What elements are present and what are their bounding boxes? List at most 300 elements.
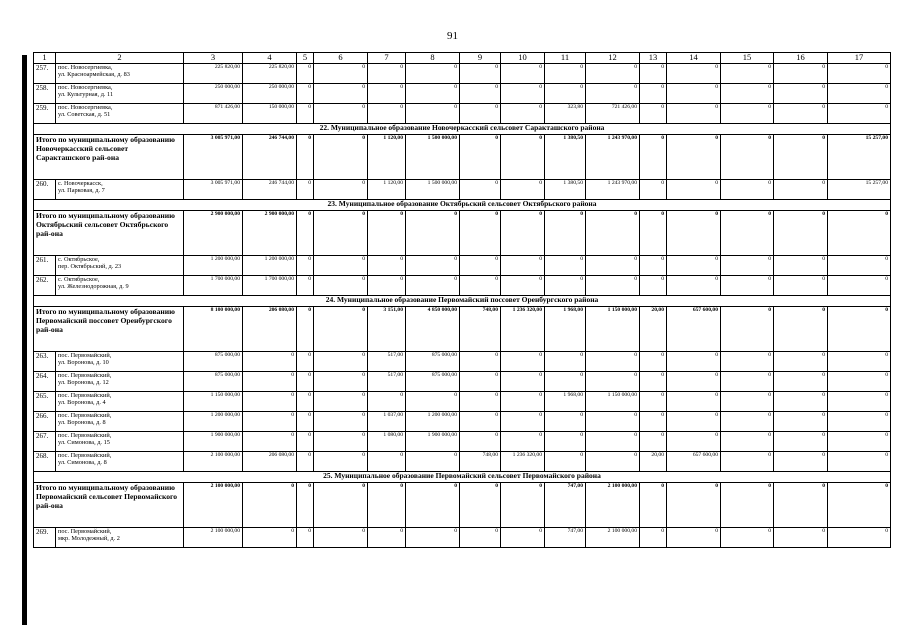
value-cell: 0 [586, 431, 640, 451]
value-cell: 1 700 000,00 [243, 275, 297, 295]
value-cell: 0 [586, 451, 640, 471]
value-cell: 0 [667, 63, 721, 83]
value-cell: 0 [640, 371, 667, 391]
value-cell: 747,00 [545, 527, 586, 547]
total-cell: 0 [243, 482, 297, 527]
value-cell: 0 [460, 391, 501, 411]
value-cell: 0 [406, 391, 460, 411]
total-cell: 1 236 320,00 [501, 306, 545, 351]
value-cell: 0 [297, 63, 314, 83]
row-number: 257. [34, 63, 56, 83]
row-number: 267. [34, 431, 56, 451]
value-cell: 0 [828, 83, 891, 103]
total-row [34, 482, 891, 527]
address-cell [56, 391, 184, 411]
value-cell: 0 [586, 371, 640, 391]
value-cell: 0 [586, 411, 640, 431]
total-cell: 1 968,00 [545, 306, 586, 351]
total-cell: 206 080,00 [243, 306, 297, 351]
total-cell: 3 005 971,00 [184, 134, 243, 179]
value-cell: 0 [828, 411, 891, 431]
total-cell: 2 100 000,00 [586, 482, 640, 527]
row-number: 262. [34, 275, 56, 295]
address-cell [56, 451, 184, 471]
total-cell: 4 850 000,00 [406, 306, 460, 351]
value-cell: 0 [368, 527, 406, 547]
value-cell: 0 [297, 451, 314, 471]
value-cell: 0 [297, 179, 314, 199]
total-cell: 0 [545, 210, 586, 255]
value-cell: 1 243 970,00 [586, 179, 640, 199]
value-cell: 0 [243, 371, 297, 391]
table-row [34, 431, 891, 451]
value-cell: 0 [828, 275, 891, 295]
address-line-2: пер. Октябрьский, д. 23 [58, 263, 122, 270]
value-cell: 0 [368, 255, 406, 275]
total-label: Итого по муниципальному образованию Новочеркасский сельсовет Саракташского рай-она [34, 134, 184, 179]
value-cell: 0 [545, 83, 586, 103]
value-cell: 0 [774, 83, 828, 103]
value-cell: 225 820,00 [243, 63, 297, 83]
value-cell: 0 [586, 255, 640, 275]
value-cell: 0 [406, 451, 460, 471]
value-cell: 721 426,00 [586, 103, 640, 123]
value-cell: 0 [545, 371, 586, 391]
value-cell: 0 [460, 103, 501, 123]
row-number: 261. [34, 255, 56, 275]
value-cell: 0 [243, 351, 297, 371]
value-cell: 0 [406, 103, 460, 123]
value-cell: 0 [640, 351, 667, 371]
total-cell: 0 [640, 210, 667, 255]
value-cell: 0 [297, 275, 314, 295]
page-number: 91 [447, 30, 458, 42]
value-cell: 0 [640, 83, 667, 103]
value-cell: 0 [721, 83, 774, 103]
address-line-2: ул. Советская, д. 51 [58, 111, 111, 118]
value-cell: 871 426,00 [184, 103, 243, 123]
value-cell: 1 037,00 [368, 411, 406, 431]
value-cell: 0 [774, 451, 828, 471]
column-number: 15 [721, 53, 774, 64]
value-cell: 1 150 000,00 [184, 391, 243, 411]
address-line-2: ул. Воронова, д. 4 [58, 399, 106, 406]
total-cell: 0 [721, 306, 774, 351]
value-cell: 0 [640, 411, 667, 431]
value-cell: 0 [314, 103, 368, 123]
value-cell: 0 [314, 411, 368, 431]
table-row [34, 391, 891, 411]
value-cell: 0 [721, 63, 774, 83]
row-number: 259. [34, 103, 56, 123]
total-cell: 748,00 [460, 306, 501, 351]
value-cell: 0 [774, 255, 828, 275]
column-number: 17 [828, 53, 891, 64]
address-line-2: мкр. Молодежный, д. 2 [58, 535, 120, 542]
column-number: 7 [368, 53, 406, 64]
value-cell: 0 [501, 391, 545, 411]
value-cell: 2 100 000,00 [184, 527, 243, 547]
value-cell: 0 [368, 275, 406, 295]
value-cell: 1 900 000,00 [184, 431, 243, 451]
value-cell: 875 000,00 [406, 351, 460, 371]
address-line-2: ул. Красноармейская, д. 83 [58, 71, 130, 78]
address-cell [56, 255, 184, 275]
value-cell: 2 100 000,00 [184, 451, 243, 471]
address-line-2: ул. Симонова, д. 8 [58, 459, 107, 466]
value-cell: 246 744,00 [243, 179, 297, 199]
value-cell: 0 [314, 391, 368, 411]
row-number: 269. [34, 527, 56, 547]
address-cell [56, 527, 184, 547]
value-cell: 0 [721, 255, 774, 275]
value-cell: 0 [501, 275, 545, 295]
value-cell: 0 [640, 431, 667, 451]
total-cell: 20,00 [640, 306, 667, 351]
value-cell: 250 000,00 [184, 83, 243, 103]
value-cell: 0 [721, 391, 774, 411]
total-cell: 246 744,00 [243, 134, 297, 179]
total-cell: 1 150 000,00 [586, 306, 640, 351]
value-cell: 0 [667, 83, 721, 103]
value-cell: 0 [667, 103, 721, 123]
value-cell: 0 [545, 255, 586, 275]
total-label: Итого по муниципальному образованию Октябрьский сельсовет Октябрьского рай-она [34, 210, 184, 255]
value-cell: 0 [721, 527, 774, 547]
value-cell: 875 000,00 [184, 351, 243, 371]
value-cell: 0 [545, 411, 586, 431]
value-cell: 0 [828, 431, 891, 451]
value-cell: 0 [828, 255, 891, 275]
value-cell: 0 [501, 527, 545, 547]
value-cell: 1 200 000,00 [406, 411, 460, 431]
table-row [34, 411, 891, 431]
total-cell: 8 100 000,00 [184, 306, 243, 351]
value-cell: 1 200 000,00 [243, 255, 297, 275]
value-cell: 0 [667, 275, 721, 295]
value-cell: 0 [828, 63, 891, 83]
row-number: 268. [34, 451, 56, 471]
address-line-1: пос. Первомайский, [58, 371, 112, 379]
value-cell: 0 [545, 63, 586, 83]
value-cell: 0 [828, 391, 891, 411]
value-cell: 0 [297, 431, 314, 451]
address-line-1: пос. Первомайский, [58, 391, 112, 399]
total-cell: 0 [828, 210, 891, 255]
value-cell: 0 [640, 103, 667, 123]
value-cell: 0 [297, 351, 314, 371]
row-number: 265. [34, 391, 56, 411]
address-line-1: пос. Первомайский, [58, 411, 112, 419]
value-cell: 0 [545, 431, 586, 451]
value-cell: 0 [774, 431, 828, 451]
value-cell: 0 [297, 391, 314, 411]
value-cell: 0 [545, 451, 586, 471]
total-cell: 2 900 000,00 [184, 210, 243, 255]
value-cell: 1 080,00 [368, 431, 406, 451]
data-table [33, 52, 891, 548]
value-cell: 0 [460, 411, 501, 431]
value-cell: 0 [406, 255, 460, 275]
value-cell: 3 005 971,00 [184, 179, 243, 199]
value-cell: 0 [774, 63, 828, 83]
table-row [34, 527, 891, 547]
value-cell: 0 [721, 275, 774, 295]
value-cell: 0 [774, 527, 828, 547]
section-title-row [34, 471, 891, 482]
address-line-2: ул. Симонова, д. 15 [58, 439, 110, 446]
value-cell: 0 [460, 431, 501, 451]
total-cell: 0 [501, 482, 545, 527]
section-title-row [34, 199, 891, 210]
total-cell: 2 100 000,00 [184, 482, 243, 527]
total-cell: 0 [667, 482, 721, 527]
value-cell: 0 [774, 371, 828, 391]
value-cell: 0 [501, 431, 545, 451]
value-cell: 0 [501, 63, 545, 83]
address-cell [56, 275, 184, 295]
total-cell: 0 [460, 134, 501, 179]
table-row [34, 351, 891, 371]
value-cell: 517,00 [368, 371, 406, 391]
value-cell: 0 [297, 411, 314, 431]
value-cell: 1 150 000,00 [586, 391, 640, 411]
total-cell: 0 [828, 306, 891, 351]
section-title: 25. Муниципальное образование Первомайский сельсовет Первомайского района [34, 471, 891, 482]
total-cell: 0 [460, 482, 501, 527]
value-cell: 0 [460, 179, 501, 199]
value-cell: 0 [314, 351, 368, 371]
value-cell: 875 000,00 [184, 371, 243, 391]
value-cell: 1 200 000,00 [184, 255, 243, 275]
total-cell: 657 600,00 [667, 306, 721, 351]
total-cell: 0 [501, 134, 545, 179]
row-number: 266. [34, 411, 56, 431]
value-cell: 0 [667, 391, 721, 411]
value-cell: 0 [243, 527, 297, 547]
column-number: 1 [34, 53, 56, 64]
total-cell: 0 [406, 210, 460, 255]
value-cell: 1 120,00 [368, 179, 406, 199]
column-number: 4 [243, 53, 297, 64]
value-cell: 0 [501, 255, 545, 275]
value-cell: 0 [314, 83, 368, 103]
total-row [34, 134, 891, 179]
address-cell [56, 179, 184, 199]
total-row [34, 210, 891, 255]
value-cell: 0 [640, 179, 667, 199]
value-cell: 0 [297, 255, 314, 275]
value-cell: 323,80 [545, 103, 586, 123]
value-cell: 0 [721, 351, 774, 371]
value-cell: 0 [368, 451, 406, 471]
value-cell: 0 [243, 411, 297, 431]
value-cell: 0 [368, 63, 406, 83]
address-line-2: ул. Воронова, д. 8 [58, 419, 106, 426]
value-cell: 0 [640, 275, 667, 295]
address-line-1: пос. Первомайский, [58, 431, 112, 439]
column-number: 2 [56, 53, 184, 64]
value-cell: 0 [406, 275, 460, 295]
value-cell: 0 [774, 275, 828, 295]
row-number: 260. [34, 179, 56, 199]
total-cell: 0 [368, 210, 406, 255]
value-cell: 0 [667, 527, 721, 547]
total-cell: 1 120,00 [368, 134, 406, 179]
value-cell: 875 000,00 [406, 371, 460, 391]
address-line-1: пос. Первомайский, [58, 451, 112, 459]
row-number: 263. [34, 351, 56, 371]
value-cell: 517,00 [368, 351, 406, 371]
total-cell: 0 [586, 210, 640, 255]
address-cell [56, 371, 184, 391]
address-line-2: ул. Культурная, д. 11 [58, 91, 114, 98]
address-cell [56, 83, 184, 103]
value-cell: 0 [774, 391, 828, 411]
value-cell: 0 [828, 103, 891, 123]
column-number: 9 [460, 53, 501, 64]
value-cell: 0 [501, 83, 545, 103]
address-line-1: пос. Первомайский, [58, 351, 112, 359]
row-number: 258. [34, 83, 56, 103]
value-cell: 0 [774, 351, 828, 371]
value-cell: 0 [314, 451, 368, 471]
value-cell: 0 [460, 527, 501, 547]
value-cell: 0 [586, 83, 640, 103]
value-cell: 0 [314, 371, 368, 391]
table-row [34, 179, 891, 199]
value-cell: 225 820,00 [184, 63, 243, 83]
value-cell: 0 [640, 391, 667, 411]
total-cell: 0 [721, 210, 774, 255]
value-cell: 748,00 [460, 451, 501, 471]
table-row [34, 371, 891, 391]
address-line-1: пос. Новосергиевка, [58, 103, 113, 111]
value-cell: 0 [721, 411, 774, 431]
value-cell: 0 [368, 83, 406, 103]
column-number: 6 [314, 53, 368, 64]
value-cell: 1 968,00 [545, 391, 586, 411]
section-title: 22. Муниципальное образование Новочеркасский сельсовет Саракташского района [34, 123, 891, 134]
address-line-1: пос. Новосергиевка, [58, 83, 113, 91]
column-number: 13 [640, 53, 667, 64]
address-cell [56, 411, 184, 431]
value-cell: 15 257,00 [828, 179, 891, 199]
total-cell: 0 [297, 134, 314, 179]
value-cell: 0 [586, 63, 640, 83]
total-cell: 0 [721, 482, 774, 527]
value-cell: 1 700 000,00 [184, 275, 243, 295]
table-row [34, 83, 891, 103]
address-cell [56, 103, 184, 123]
value-cell: 0 [721, 431, 774, 451]
section-title: 24. Муниципальное образование Первомайский поссовет Оренбургского района [34, 295, 891, 306]
value-cell: 0 [667, 431, 721, 451]
column-number: 10 [501, 53, 545, 64]
value-cell: 0 [586, 351, 640, 371]
value-cell: 20,00 [640, 451, 667, 471]
value-cell: 0 [297, 371, 314, 391]
value-cell: 0 [501, 371, 545, 391]
address-line-2: ул. Железнодорожная, д. 9 [58, 283, 129, 290]
total-cell: 0 [314, 306, 368, 351]
column-number: 3 [184, 53, 243, 64]
value-cell: 0 [640, 255, 667, 275]
value-cell: 0 [314, 275, 368, 295]
value-cell: 0 [243, 431, 297, 451]
value-cell: 0 [460, 255, 501, 275]
column-header-row [34, 53, 891, 64]
value-cell: 657 600,00 [667, 451, 721, 471]
address-line-2: ул. Воронова, д. 12 [58, 379, 109, 386]
total-cell: 0 [406, 482, 460, 527]
address-line-1: пос. Первомайский, [58, 527, 112, 535]
value-cell: 0 [406, 83, 460, 103]
table-row [34, 451, 891, 471]
table-row [34, 103, 891, 123]
column-number: 11 [545, 53, 586, 64]
value-cell: 0 [501, 103, 545, 123]
total-cell: 0 [368, 482, 406, 527]
value-cell: 0 [667, 255, 721, 275]
total-cell: 0 [667, 134, 721, 179]
value-cell: 0 [243, 391, 297, 411]
value-cell: 250 000,00 [243, 83, 297, 103]
total-cell: 0 [314, 210, 368, 255]
value-cell: 0 [406, 527, 460, 547]
value-cell: 0 [314, 63, 368, 83]
value-cell: 0 [640, 527, 667, 547]
total-cell: 1 380,50 [545, 134, 586, 179]
total-cell: 0 [774, 306, 828, 351]
address-line-2: ул. Воронова, д. 10 [58, 359, 109, 366]
value-cell: 2 100 000,00 [586, 527, 640, 547]
value-cell: 0 [586, 275, 640, 295]
scan-edge-bar [22, 55, 27, 625]
total-cell: 0 [314, 482, 368, 527]
section-title: 23. Муниципальное образование Октябрьский сельсовет Октябрьского района [34, 199, 891, 210]
value-cell: 0 [721, 371, 774, 391]
address-line-1: с. Октябрьское, [58, 275, 100, 283]
total-row [34, 306, 891, 351]
value-cell: 0 [460, 83, 501, 103]
table-row [34, 275, 891, 295]
total-cell: 0 [640, 134, 667, 179]
value-cell: 0 [667, 371, 721, 391]
value-cell: 0 [774, 411, 828, 431]
value-cell: 0 [368, 103, 406, 123]
value-cell: 0 [721, 103, 774, 123]
value-cell: 0 [721, 179, 774, 199]
total-cell: 1 243 970,00 [586, 134, 640, 179]
value-cell: 0 [501, 411, 545, 431]
section-title-row [34, 295, 891, 306]
total-cell: 15 257,00 [828, 134, 891, 179]
value-cell: 0 [828, 527, 891, 547]
total-cell: 0 [667, 210, 721, 255]
total-cell: 1 500 000,00 [406, 134, 460, 179]
total-cell: 0 [640, 482, 667, 527]
value-cell: 0 [460, 351, 501, 371]
value-cell: 0 [501, 351, 545, 371]
total-cell: 0 [501, 210, 545, 255]
value-cell: 0 [828, 371, 891, 391]
section-title-row [34, 123, 891, 134]
address-line-1: пос. Новосергиевка, [58, 63, 113, 71]
total-label: Итого по муниципальному образованию Первомайский сельсовет Первомайского рай-она [34, 482, 184, 527]
column-number: 8 [406, 53, 460, 64]
value-cell: 1 236 320,00 [501, 451, 545, 471]
